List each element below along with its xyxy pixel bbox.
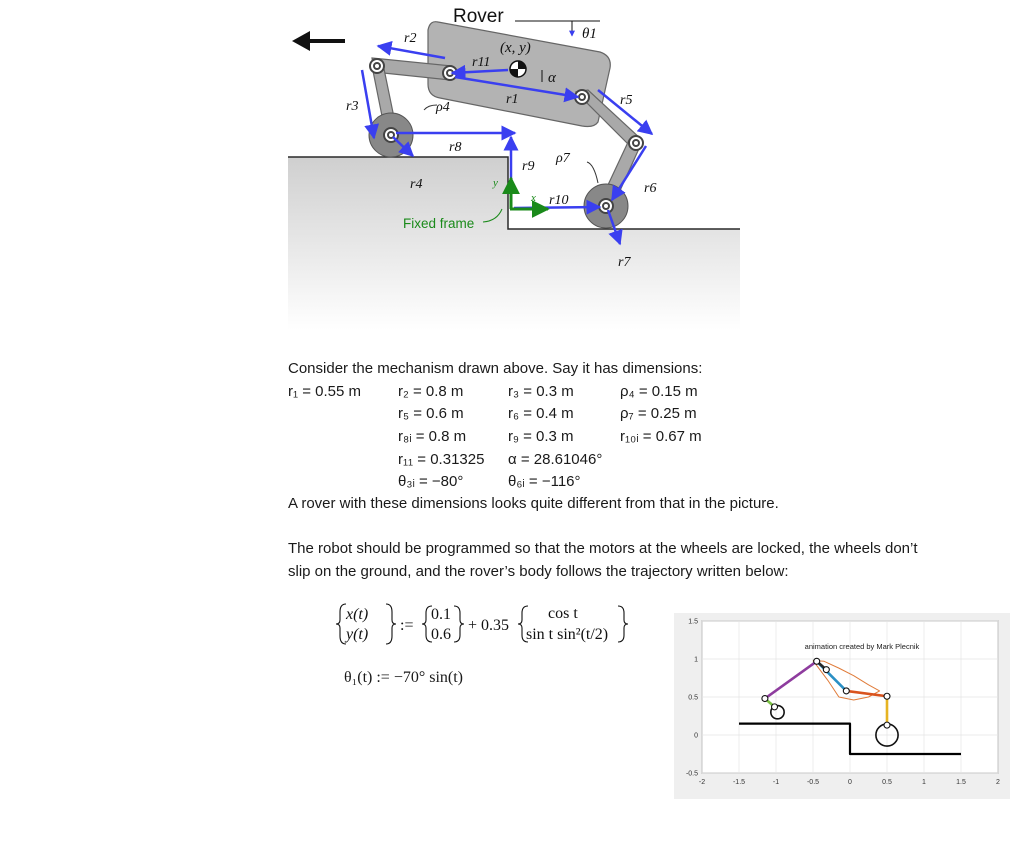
dim-r6: r₆ = 0.4 m (508, 405, 574, 422)
dim-alpha: α = 28.61046° (508, 451, 603, 468)
dim-rho7: ρ₇ = 0.25 m (620, 405, 697, 422)
note-text: A rover with these dimensions looks quite different from that in the picture. (288, 495, 779, 512)
plot-joint (843, 688, 849, 694)
r2-label: r2 (404, 31, 417, 46)
axis-y-label: y (493, 177, 498, 189)
r10-label: r10 (549, 193, 569, 208)
eq-plus: + 0.35 (468, 617, 510, 634)
dim-r1: r₁ = 0.55 m (288, 383, 362, 400)
dim-r2: r₂ = 0.8 m (398, 383, 464, 400)
plot-x-tick-label: 0 (848, 779, 852, 786)
r11-label: r11 (472, 55, 491, 70)
r1-label: r1 (506, 92, 519, 107)
plot-y-tick-label: 0.5 (688, 694, 698, 702)
plot-y-tick-label: 1.5 (688, 618, 698, 626)
eq-func-top: cos t (548, 605, 578, 622)
dim-r9: r₉ = 0.3 m (508, 428, 574, 445)
rho4-label: ρ4 (436, 100, 450, 115)
animation-plot-svg (674, 613, 1010, 799)
plot-y-tick-label: 0 (694, 732, 698, 740)
rover-mechanism-figure (0, 0, 1024, 340)
plot-x-tick-label: -2 (698, 779, 706, 786)
plot-joint (884, 693, 890, 699)
r3-label: r3 (346, 99, 359, 114)
plot-title: animation created by Mark Plecnik (804, 642, 920, 651)
paragraph-line-1: The robot should be programmed so that the motors at the wheels are locked, the wheels don’t (288, 540, 918, 557)
dim-theta3i: θ₃ᵢ = −80° (398, 473, 464, 490)
ground (288, 157, 740, 330)
axis-x-label: x (531, 192, 536, 204)
dim-theta6i: θ₆ᵢ = −116° (508, 473, 581, 490)
rho7-label: ρ7 (556, 151, 570, 166)
position-label: (x, y) (500, 40, 531, 56)
r8-label: r8 (449, 140, 462, 155)
theta-equation: θ₁(t) := −70° sin(t) (344, 669, 464, 686)
trajectory-equation (336, 600, 636, 648)
dim-r11: r₁₁ = 0.31325 (398, 451, 485, 468)
alpha-label: α (548, 70, 556, 86)
eq-const-bot: 0.6 (431, 626, 451, 643)
dim-r3: r₃ = 0.3 m (508, 383, 574, 400)
r9-label: r9 (522, 159, 535, 174)
eq-assign: := (400, 617, 414, 634)
plot-x-tick-label: 0.5 (882, 779, 892, 786)
plot-x-tick-label: 1.5 (956, 779, 966, 786)
plot-y-tick-label: -0.5 (685, 770, 698, 778)
plot-joint (814, 658, 820, 664)
plot-joint (762, 696, 768, 702)
rho7-leader (587, 162, 598, 183)
plot-x-tick-label: 1 (922, 779, 926, 786)
plot-joint (772, 704, 778, 710)
plot-x-tick-label: -1.5 (732, 779, 746, 786)
dim-rho4: ρ₄ = 0.15 m (620, 383, 698, 400)
animation-plot (674, 613, 1010, 799)
paragraph-line-2: slip on the ground, and the rover’s body follows the trajectory written below: (288, 563, 789, 580)
fixed-frame-label: Fixed frame (403, 216, 475, 231)
theta1-label: θ1 (582, 26, 597, 42)
eq-func-bot: sin t sin²(t/2) (526, 626, 609, 643)
plot-joint (823, 667, 829, 673)
plot-x-tick-label: -1 (772, 779, 780, 786)
plot-y-tick-label: 1 (694, 656, 698, 664)
dim-r5: r₅ = 0.6 m (398, 405, 464, 422)
eq-const-top: 0.1 (431, 606, 451, 623)
dim-r10i: r₁₀ᵢ = 0.67 m (620, 428, 702, 445)
intro-text: Consider the mechanism drawn above. Say it has dimensions: (288, 360, 703, 377)
rover-label: Rover (453, 6, 504, 27)
r5-label: r5 (620, 93, 633, 108)
dim-r8i: r₈ᵢ = 0.8 m (398, 428, 467, 445)
center-marker-icon (510, 61, 526, 77)
fixed-frame-axes (510, 178, 548, 209)
plot-x-tick-label: 2 (996, 779, 1000, 786)
r4-label: r4 (410, 177, 423, 192)
eq-x-of-t: x(t) (346, 606, 369, 623)
plot-x-tick-label: -0.5 (806, 779, 820, 786)
r6-label: r6 (644, 181, 657, 196)
plot-joint (884, 722, 890, 728)
eq-y-of-t: y(t) (346, 626, 369, 643)
r7-label: r7 (618, 255, 631, 270)
direction-arrow-icon (292, 31, 345, 51)
